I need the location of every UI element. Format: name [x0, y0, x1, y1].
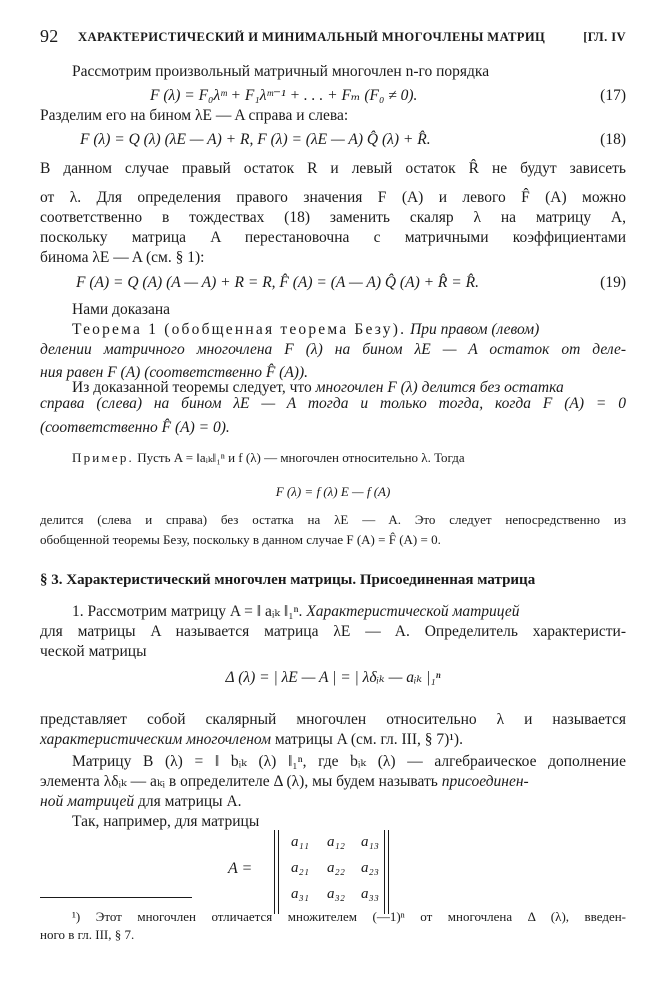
equation-19-text: F (A) = Q (A) (A — A) + R = R, F̂ (A) = (A — A) Q̂ (A) + R̂ = R̂. [76, 274, 479, 291]
text-line [40, 772, 626, 792]
matrix-cell: a₂₂ [327, 860, 345, 876]
corollary-line: (соответственно F̂ (A) = 0). [40, 419, 230, 436]
term-italic: присоединен- [441, 773, 529, 790]
theorem-label: Теорема 1 (обобщенная теорема Безу). [72, 321, 407, 338]
example-label: Пример. [72, 450, 134, 465]
matrix-cell: a₂₃ [361, 860, 379, 876]
theorem-line [40, 320, 626, 340]
equation-18-text: F (λ) = Q (λ) (λE — A) + R, F (λ) = (λE — A) Q̂ (λ) + R̂. [80, 131, 431, 148]
theorem-line: ния равен F (A) (соответственно F̂ (A)). [40, 364, 309, 381]
matrix-cell: a₁₃ [361, 834, 379, 850]
example-line: обобщенной теоремы Безу, поскольку в данном случае F (A) = F̂ (A) = 0. [40, 532, 441, 547]
term-italic: Характеристической матрицей [306, 603, 520, 620]
matrix-bracket [388, 830, 389, 914]
matrix-cell: a₃₂ [327, 886, 345, 902]
equation-18-number: (18) [600, 131, 626, 148]
corollary-italic: многочлен F (λ) делится без остатка [315, 379, 564, 396]
footnote-line: ¹) Этот многочлен отличается множителем (—1)ⁿ от многочлена Δ (λ), введен- [72, 909, 626, 924]
running-header [40, 26, 626, 52]
footnote-rule [40, 897, 192, 898]
text-line: бинома λE — A (см. § 1): [40, 249, 205, 266]
determinant-equation: Δ (λ) = | λE — A | = | λδᵢₖ — aᵢₖ |₁ⁿ [225, 669, 441, 686]
text-line [40, 730, 626, 750]
matrix-cell: a₃₁ [291, 886, 309, 902]
text-line: ческой матрицы [40, 643, 147, 660]
matrix-bracket [274, 830, 275, 914]
equation-19-number: (19) [600, 274, 626, 291]
matrix-cell: a₃₃ [361, 886, 379, 902]
equation-18 [40, 130, 626, 150]
matrix-cell: a₂₁ [291, 860, 309, 876]
example-text: Пусть A = ‖aᵢₖ‖₁ⁿ и f (λ) — многочлен относительно λ. Тогда [137, 450, 465, 465]
text-span: элемента λδᵢₖ — aₖᵢ в определителе Δ (λ), мы будем называть [40, 773, 438, 790]
text-line: Разделим его на бином λE — A справа и слева: [40, 107, 349, 124]
example-line: делится (слева и справа) без остатка на λE — A. Это следует непосредственно из [40, 512, 626, 527]
header-chapter: [ГЛ. IV [583, 30, 626, 44]
text-line: поскольку матрица A перестановочна с матричными коэффициентами [40, 229, 626, 246]
text-line [40, 792, 626, 812]
theorem-line: делении матричного многочлена F (λ) на бином λE — A остаток от деле- [40, 341, 626, 358]
equation-17 [40, 86, 626, 106]
text-span: 1. Рассмотрим матрицу A = ‖ aᵢₖ ‖₁ⁿ. [72, 603, 303, 620]
text-line: Нами доказана [72, 301, 171, 318]
term-italic: ной матрицей [40, 793, 135, 810]
term-italic: характеристическим многочленом [40, 731, 271, 748]
page-number: 92 [40, 26, 59, 46]
matrix-label: A = [228, 860, 253, 877]
text-line: Матрицу B (λ) = ‖ bᵢₖ (λ) ‖₁ⁿ, где bᵢₖ (λ) — алгебраическое дополнение [72, 753, 626, 770]
header-title: ХАРАКТЕРИСТИЧЕСКИЙ И МИНИМАЛЬНЫЙ МНОГОЧЛЕНЫ МАТРИЦ [78, 30, 546, 44]
matrix-bracket [278, 830, 279, 914]
equation-17-text: F (λ) = F₀λᵐ + F₁λᵐ⁻¹ + . . . + Fₘ (F₀ ≠ 0). [150, 87, 418, 104]
text-span: матрицы A (см. гл. III, § 7)¹). [274, 731, 463, 748]
text-line: соответственно в тождествах (18) заменить скаляр λ на матрицу A, [40, 209, 626, 226]
text-line [40, 602, 626, 622]
example-line [40, 448, 626, 468]
section-heading: § 3. Характеристический многочлен матрицы. Присоединенная матрица [40, 572, 536, 588]
footnote-line: ного в гл. III, § 7. [40, 927, 135, 942]
corollary-text: Из доказанной теоремы следует, что [72, 379, 312, 396]
equation-17-number: (17) [600, 87, 626, 104]
matrix-cell: a₁₂ [327, 834, 345, 850]
matrix-display [0, 828, 664, 916]
text-line: Рассмотрим произвольный матричный многочлен n-го порядка [72, 63, 490, 80]
text-line: Так, например, для матрицы [72, 813, 260, 830]
text-line: представляет собой скалярный многочлен относительно λ и называется [40, 711, 626, 728]
text-line: В данном случае правый остаток R и левый остаток R̂ не будут зависеть [40, 160, 626, 177]
text-line: от λ. Для определения правого значения F (A) и левого F̂ (A) можно [40, 189, 626, 206]
example-equation: F (λ) = f (λ) E — f (A) [275, 484, 391, 499]
text-span: для матрицы A. [138, 793, 242, 810]
corollary-line: справа (слева) на бином λE — A тогда и только тогда, когда F (A) = 0 [40, 395, 626, 412]
equation-19 [40, 273, 626, 293]
text-line: для матрицы A называется матрица λE — A. Определитель характеристи- [40, 623, 626, 640]
theorem-text: При правом (левом) [410, 321, 540, 338]
matrix-cell: a₁₁ [291, 834, 309, 850]
